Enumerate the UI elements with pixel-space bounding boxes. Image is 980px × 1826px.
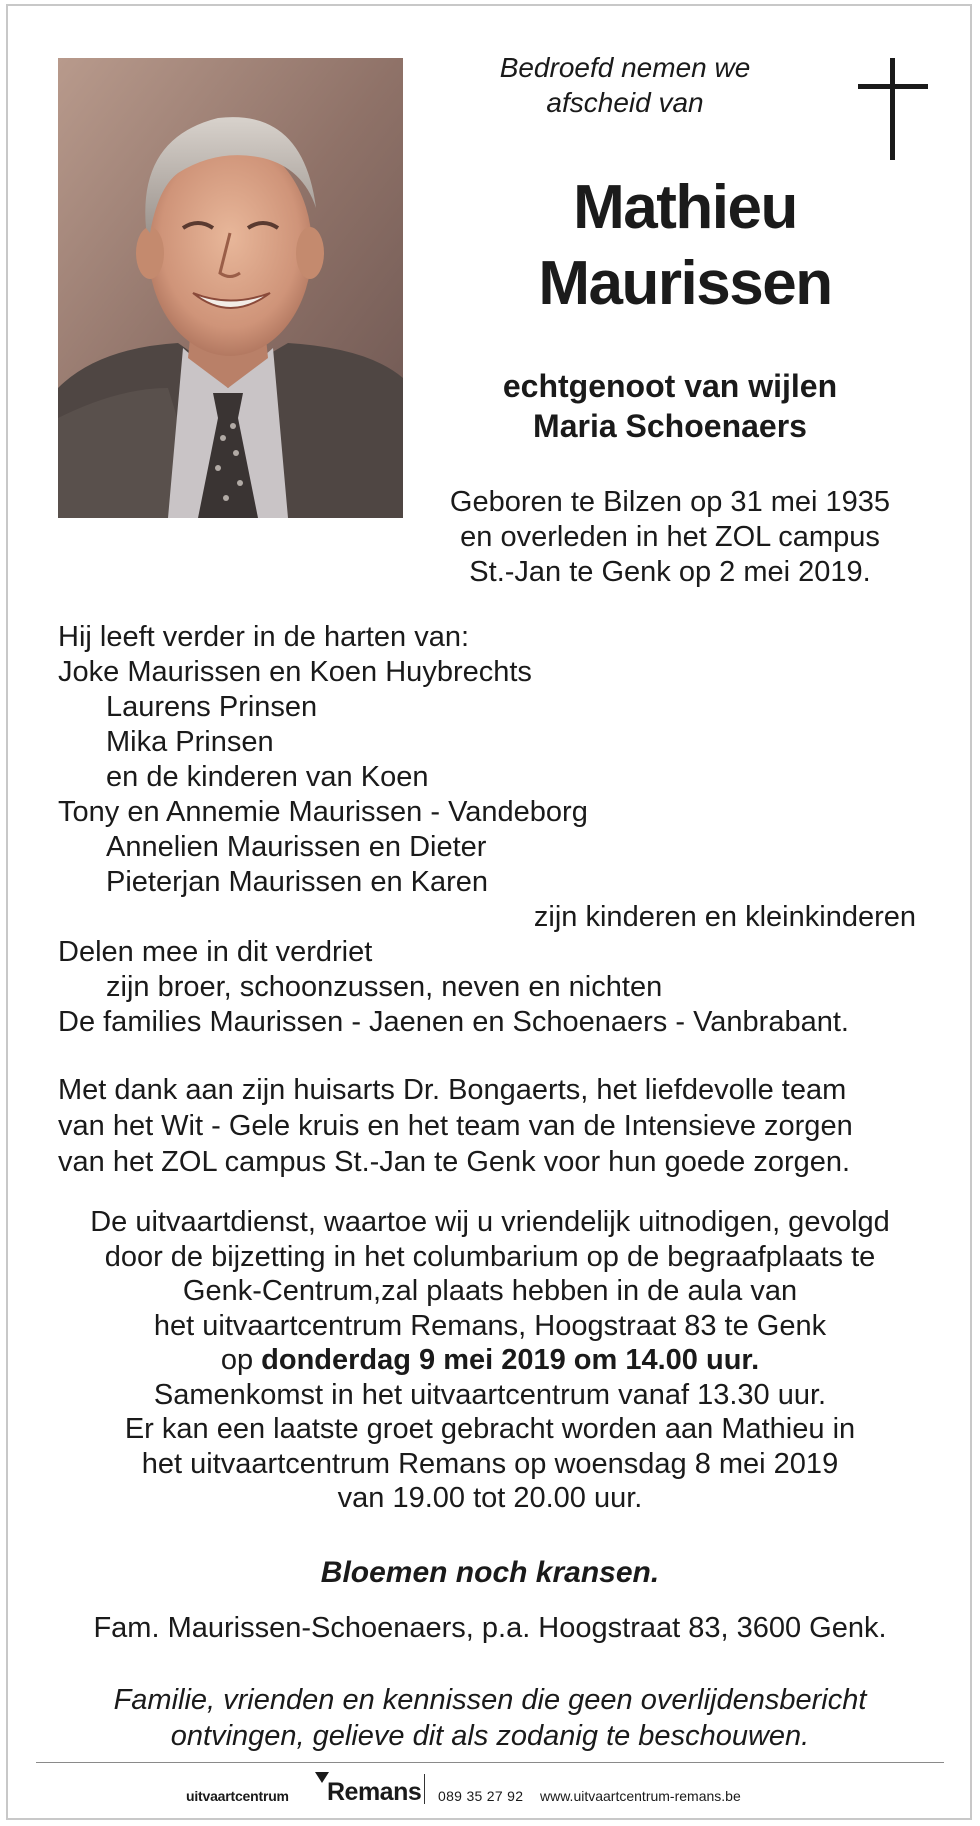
service-line: De uitvaartdienst, waartoe wij u vriendelijk uitnodigen, gevolgd bbox=[90, 1206, 890, 1238]
footer bbox=[0, 1770, 980, 1810]
cross-icon bbox=[858, 58, 928, 160]
service-line: het uitvaartcentrum Remans op woensdag 8 mei 2019 bbox=[141, 1447, 839, 1480]
intro-text bbox=[440, 50, 810, 120]
family-line: Mika Prinsen bbox=[106, 726, 274, 758]
family-line: Delen mee in dit verdriet bbox=[58, 936, 373, 968]
first-name: Mathieu bbox=[573, 173, 797, 242]
family-line: zijn broer, schoonzussen, neven en nichten bbox=[106, 971, 663, 1003]
service-line: Genk-Centrum,zal plaats hebben in de aula van bbox=[182, 1275, 798, 1307]
birth-death-text bbox=[420, 485, 920, 590]
family-line: Joke Maurissen en Koen Huybrechts bbox=[58, 656, 532, 688]
thanks-section bbox=[58, 1072, 918, 1180]
service-line: Er kan een laatste groet gebracht worden aan Mathieu in bbox=[124, 1413, 856, 1445]
thanks-line: van het Wit - Gele kruis en het team van de Intensieve zorgen bbox=[58, 1110, 853, 1142]
footer-website-link[interactable]: www.uitvaartcentrum-remans.be bbox=[540, 1788, 741, 1804]
thanks-line: van het ZOL campus St.-Jan te Genk voor hun goede zorgen. bbox=[58, 1146, 851, 1178]
footer-brand-name: Remans bbox=[327, 1778, 422, 1806]
family-section bbox=[58, 620, 918, 1040]
service-date: donderdag 9 mei 2019 om 14.00 uur. bbox=[261, 1344, 760, 1376]
spouse-line: Maria Schoenaers bbox=[533, 408, 807, 444]
service-section bbox=[40, 1205, 940, 1516]
deceased-name bbox=[470, 170, 900, 322]
notice-line: ontvingen, gelieve dit als zodanig te beschouwen. bbox=[170, 1720, 810, 1752]
footer-phone[interactable]: 089 35 27 92 bbox=[438, 1788, 524, 1804]
footer-brand-small: uitvaartcentrum bbox=[186, 1788, 289, 1804]
service-date-line bbox=[40, 1343, 940, 1378]
footer-divider bbox=[36, 1762, 944, 1763]
thanks-line: Met dank aan zijn huisarts Dr. Bongaerts, het liefdevolle team bbox=[58, 1074, 847, 1106]
notice-line: Familie, vrienden en kennissen die geen overlijdensbericht bbox=[113, 1684, 867, 1716]
birth-line: en overleden in het ZOL campus bbox=[460, 521, 880, 553]
birth-line: Geboren te Bilzen op 31 mei 1935 bbox=[449, 486, 891, 518]
family-line: zijn kinderen en kleinkinderen bbox=[533, 901, 916, 933]
service-line: door de bijzetting in het columbarium op de begraafplaats te bbox=[104, 1240, 876, 1273]
service-date-prefix: op bbox=[220, 1344, 262, 1376]
family-heading: Hij leeft verder in de harten van: bbox=[58, 621, 470, 653]
family-line: Pieterjan Maurissen en Karen bbox=[106, 866, 489, 898]
notice-text bbox=[40, 1682, 940, 1754]
spouse-text bbox=[430, 366, 910, 446]
intro-line: Bedroefd nemen we bbox=[499, 52, 751, 83]
service-line: Samenkomst in het uitvaartcentrum vanaf 13.30 uur. bbox=[153, 1378, 827, 1411]
last-name: Maurissen bbox=[538, 249, 832, 318]
flowers-note: Bloemen noch kransen. bbox=[320, 1556, 660, 1589]
service-line: het uitvaartcentrum Remans, Hoogstraat 83 te Genk bbox=[153, 1309, 827, 1342]
family-line: en de kinderen van Koen bbox=[106, 761, 429, 793]
portrait-photo bbox=[58, 58, 403, 518]
family-line: De families Maurissen - Jaenen en Schoenaers - Vanbrabant. bbox=[58, 1006, 849, 1038]
spouse-line: echtgenoot van wijlen bbox=[502, 368, 838, 404]
family-line: Annelien Maurissen en Dieter bbox=[106, 831, 487, 863]
family-line: Tony en Annemie Maurissen - Vandeborg bbox=[58, 796, 588, 828]
footer-separator bbox=[424, 1774, 425, 1804]
family-line: Laurens Prinsen bbox=[106, 691, 318, 723]
service-line: van 19.00 tot 20.00 uur. bbox=[337, 1482, 643, 1514]
family-address: Fam. Maurissen-Schoenaers, p.a. Hoogstraat 83, 3600 Genk. bbox=[93, 1612, 887, 1644]
intro-line: afscheid van bbox=[546, 87, 704, 118]
birth-line: St.-Jan te Genk op 2 mei 2019. bbox=[469, 556, 871, 588]
